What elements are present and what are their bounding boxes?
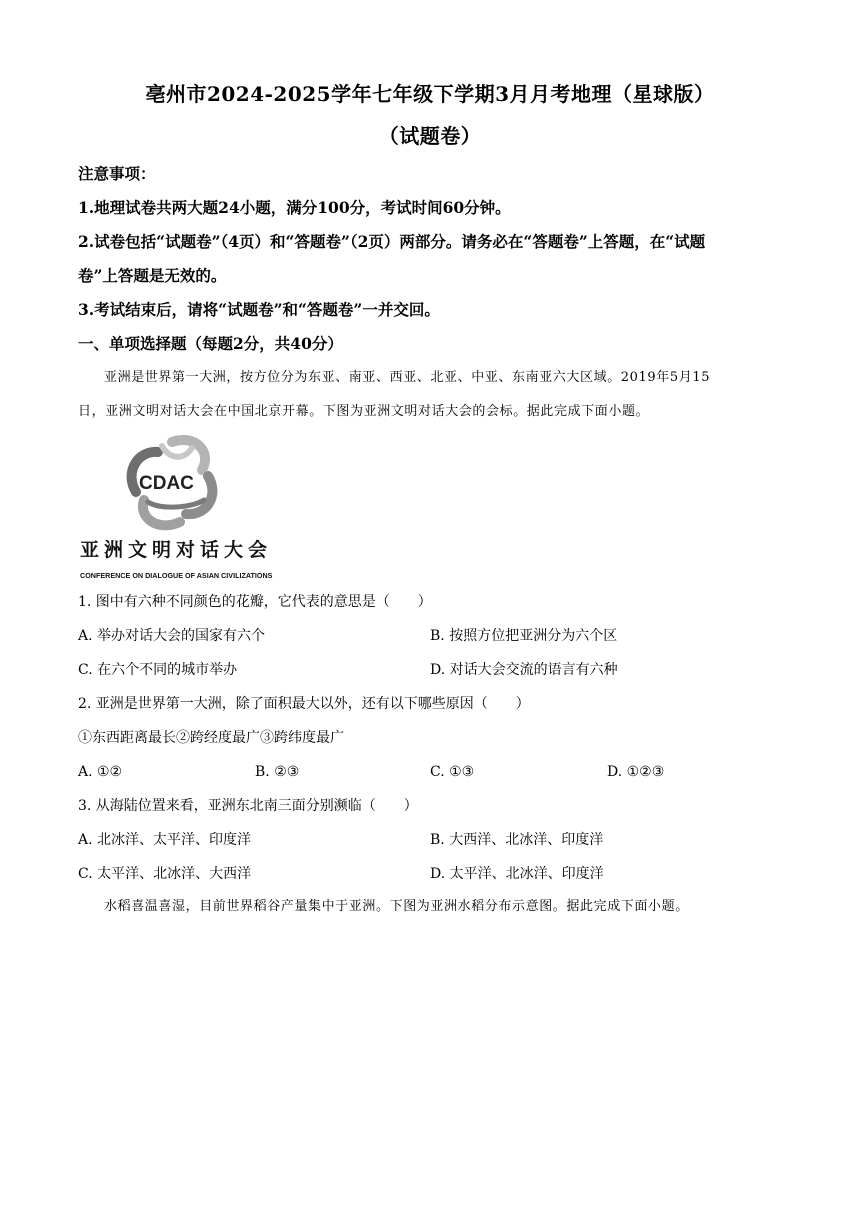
q2-option-b: B. ②③ — [255, 764, 300, 780]
question-2-stem: 2. 亚洲是世界第一大洲，除了面积最大以外，还有以下哪些原因（ ） — [78, 696, 530, 712]
q2-option-a: A. ①② — [78, 764, 123, 780]
question-2-statements: ①东西距离最长②跨经度最广③跨纬度最广 — [78, 730, 344, 746]
q3-option-a: A. 北冰洋、太平洋、印度洋 — [78, 832, 252, 848]
cdac-logo-image — [78, 428, 278, 584]
notice-item-1: 1.地理试卷共两大题24小题，满分100分，考试时间60分钟。 — [78, 198, 511, 217]
notice-item-2-cont: 卷”上答题是无效的。 — [78, 266, 227, 285]
passage-line-1: 亚洲是世界第一大洲，按方位分为东亚、南亚、西亚、北亚、中亚、东南亚六大区域。2019年5月15 — [104, 370, 711, 385]
q1-option-d: D. 对话大会交流的语言有六种 — [430, 662, 618, 678]
logo-english-name: CONFERENCE ON DIALOGUE OF ASIAN CIVILIZATIONS — [80, 571, 273, 580]
page-subtitle: （试题卷） — [378, 124, 482, 148]
page-title: 亳州市2024-2025学年七年级下学期3月月考地理（星球版） — [145, 82, 715, 106]
q2-option-d: D. ①②③ — [607, 764, 665, 780]
q3-option-c: C. 太平洋、北冰洋、大西洋 — [78, 866, 252, 882]
passage-2: 水稻喜温喜湿，目前世界稻谷产量集中于亚洲。下图为亚洲水稻分布示意图。据此完成下面小题。 — [104, 899, 689, 914]
q2-option-c: C. ①③ — [430, 764, 475, 780]
notice-heading: 注意事项： — [78, 164, 156, 183]
logo-chinese-name: 亚洲文明对话大会 — [80, 539, 273, 561]
q1-option-b: B. 按照方位把亚洲分为六个区 — [430, 628, 618, 644]
question-1-stem: 1. 图中有六种不同颜色的花瓣，它代表的意思是（ ） — [78, 594, 432, 610]
q1-option-c: C. 在六个不同的城市举办 — [78, 662, 238, 678]
notice-item-3: 3.考试结束后，请将“试题卷”和“答题卷”一并交回。 — [78, 300, 440, 319]
passage-line-2: 日，亚洲文明对话大会在中国北京开幕。下图为亚洲文明对话大会的会标。据此完成下面小题。 — [78, 404, 650, 419]
notice-item-2: 2.试卷包括“试题卷”（4页）和“答题卷”（2页）两部分。请务必在“答题卷”上答题，在“试题 — [78, 232, 706, 251]
q1-option-a: A. 举办对话大会的国家有六个 — [78, 628, 266, 644]
q3-option-d: D. 太平洋、北冰洋、印度洋 — [430, 866, 604, 882]
question-3-stem: 3. 从海陆位置来看，亚洲东北南三面分别濒临（ ） — [78, 798, 418, 814]
q3-option-b: B. 大西洋、北冰洋、印度洋 — [430, 832, 604, 848]
logo-acronym: CDAC — [139, 473, 194, 494]
section-heading: 一、单项选择题（每题2分，共40分） — [78, 334, 343, 353]
